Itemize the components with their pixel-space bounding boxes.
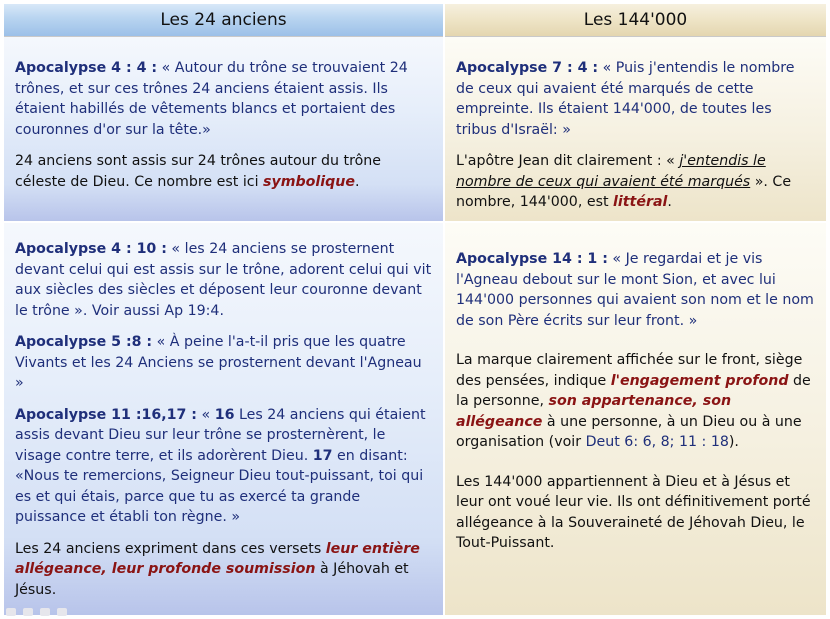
header-144000: Les 144'000 <box>445 4 826 37</box>
cell-anciens-row2 <box>4 223 443 615</box>
comment-marque-front: La marque clairement affichée sur le front, siège des pensées, indique l'engagement profond de la personne, son appartenance, son allégeance à une personne, à un Dieu ou à une organisation (voir Deut 6: 6, 8; 11 : 18). <box>456 352 811 450</box>
verse-ap-4-4: Apocalypse 4 : 4 : « Autour du trône se trouvaient 24 trônes, et sur ces trônes 24 anciens étaient assis. Ils étaient habillés de vêtements blancs et portaient des couronnes d'or sur la tête.» <box>15 60 408 138</box>
comment-litteral: L'apôtre Jean dit clairement : « j'entendis le nombre de ceux qui avaient été marqués ». Ce nombre, 144'000, est littéral. <box>456 153 792 210</box>
comment-appartiennent: Les 144'000 appartiennent à Dieu et à Jésus et leur ont voué leur vie. Ils ont définitivement porté allégeance à la Souveraineté de Jéhovah Dieu, le Tout-Puissant. <box>456 473 811 551</box>
next-slide-icon[interactable] <box>57 608 67 616</box>
verse-ap-7-4: Apocalypse 7 : 4 : « Puis j'entendis le nombre de ceux qui avaient été marqués de cette empreinte. Ils étaient 144'000, de toutes les tribus d'Israël: » <box>456 60 795 138</box>
verse-ap-14-1: Apocalypse 14 : 1 : « Je regardai et je vis l'Agneau debout sur le mont Sion, et avec lui 144'000 personnes qui avaient son nom et le nom de son Père écrits sur leur front. » <box>456 251 814 329</box>
prev-slide-icon[interactable] <box>6 608 16 616</box>
menu-icon[interactable] <box>40 608 50 616</box>
cell-144000-row1 <box>445 37 826 221</box>
verse-ref: Apocalypse 5 :8 : <box>15 334 153 350</box>
deut-reference: Deut 6: 6, 8; 11 : 18 <box>585 434 729 450</box>
verse-ap-5-8: Apocalypse 5 :8 : « À peine l'a-t-il pris que les quatre Vivants et les 24 Anciens se prosternent devant l'Agneau » <box>15 334 422 391</box>
verse-ref: Apocalypse 11 :16,17 : <box>15 406 197 423</box>
slide-nav-controls <box>6 608 67 616</box>
pen-icon[interactable] <box>23 608 33 616</box>
verse-ref: Apocalypse 4 : 10 : <box>15 241 167 257</box>
cell-anciens-row1 <box>4 37 443 221</box>
verse-ap-11-16-17: Apocalypse 11 :16,17 : « 16 Les 24 anciens qui étaient assis devant Dieu sur leur trône se prosternèrent, le visage contre terre, et ils adorèrent Dieu. 17 en disant: «Nous te remercions, Seigneur Dieu tout-puissant, toi qui es et qui étais, parce que tu as exercé ta grande puissance et établi ton règne. » <box>15 406 426 525</box>
cell-144000-row2 <box>445 223 826 615</box>
comment-symbolique: 24 anciens sont assis sur 24 trônes autour du trône céleste de Dieu. Ce nombre est ici symbolique. <box>15 153 381 190</box>
verse-ap-4-10: Apocalypse 4 : 10 : « les 24 anciens se prosternent devant celui qui est assis sur le trône, adorent celui qui vit aux siècles des siècles et déposent leur couronne devant le trône ». Voir aussi Ap 19:4. <box>15 241 432 319</box>
verse-ref: Apocalypse 4 : 4 : <box>15 60 158 76</box>
verse-ref: Apocalypse 7 : 4 : <box>456 60 599 76</box>
header-24-anciens: Les 24 anciens <box>4 4 443 37</box>
comment-allegeance: Les 24 anciens expriment dans ces versets leur entière allégeance, leur profonde soumission à Jéhovah et Jésus. <box>15 540 420 598</box>
verse-ref: Apocalypse 14 : 1 : <box>456 251 608 267</box>
